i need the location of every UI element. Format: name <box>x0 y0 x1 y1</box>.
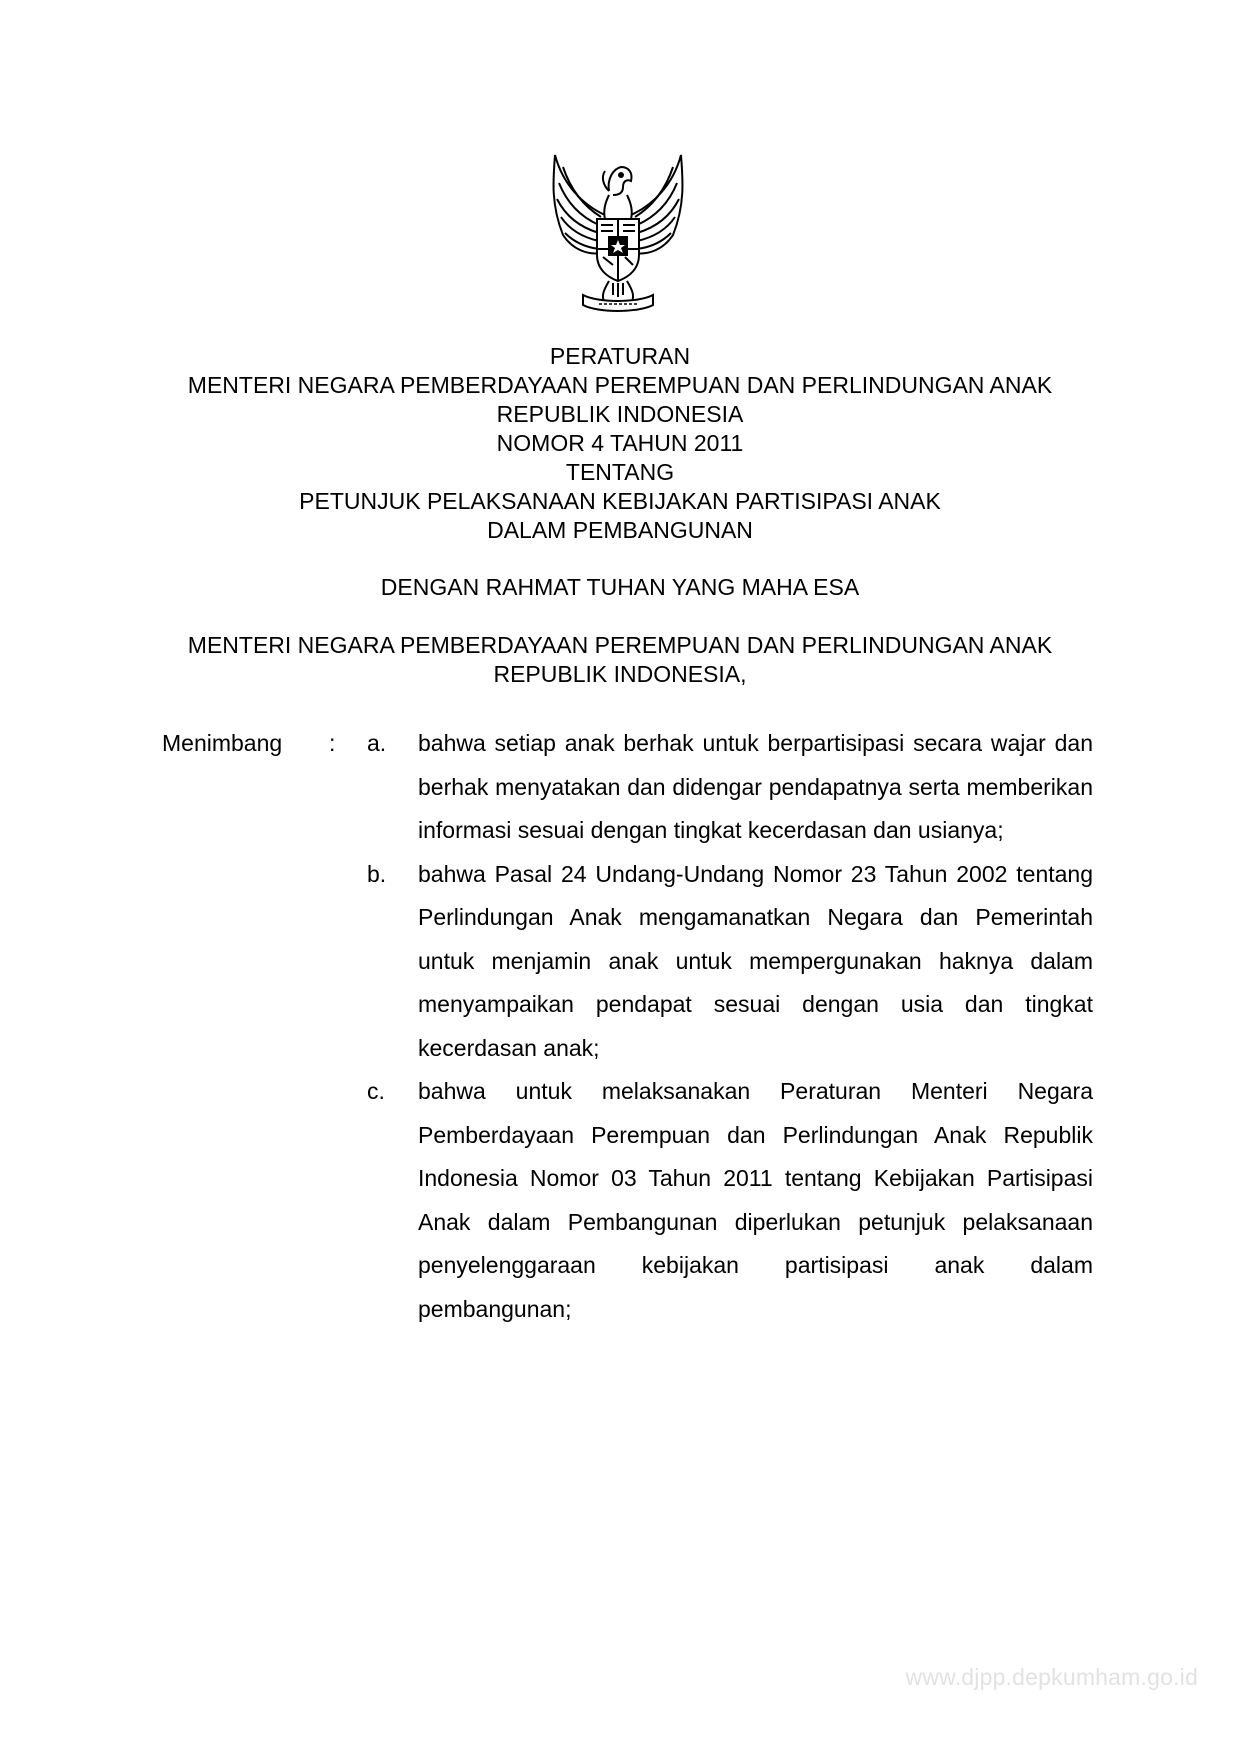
issuer-block <box>100 631 1140 689</box>
item-text: bahwa Pasal 24 Undang-Undang Nomor 23 Tahun 2002 tentang Perlindungan Anak mengamanatkan Negara dan Pemerintah untuk menjamin anak untuk mempergunakan haknya dalam menyampaikan pendapat sesuai dengan usia dan tingkat kecerdasan anak; <box>418 860 1093 1061</box>
considering-colon: : <box>329 730 336 756</box>
title-line: TENTANG <box>565 459 675 485</box>
invocation-text: DENGAN RAHMAT TUHAN YANG MAHA ESA <box>380 574 860 600</box>
list-item <box>0 1070 1240 1331</box>
title-line: NOMOR 4 TAHUN 2011 <box>496 430 744 456</box>
list-item <box>0 722 1240 853</box>
item-text: bahwa untuk melaksanakan Peraturan Menteri Negara Pemberdayaan Perempuan dan Perlindungan Anak Republik Indonesia Nomor 03 Tahun 2011 tentang Kebijakan Partisipasi Anak dalam Pembangunan diperlukan petunjuk pelaksanaan penyelenggaraan kebijakan partisipasi anak dalam pembangunan; <box>418 1078 1093 1322</box>
invocation-line <box>100 573 1140 602</box>
item-letter: b. <box>367 860 387 887</box>
title-line: DALAM PEMBANGUNAN <box>487 517 753 543</box>
list-item <box>0 853 1240 1071</box>
garuda-emblem-icon <box>543 145 693 315</box>
watermark-text: www.djpp.depkumham.go.id <box>905 1664 1198 1690</box>
item-text: bahwa setiap anak berhak untuk berpartisipasi secara wajar dan berhak menyatakan dan didengar pendapatnya serta memberikan informasi sesuai dengan tingkat kecerdasan dan usianya; <box>418 730 1093 843</box>
title-line: PETUNJUK PELAKSANAAN KEBIJAKAN PARTISIPASI ANAK <box>299 488 941 514</box>
considering-label: Menimbang <box>162 730 283 756</box>
item-letter: c. <box>367 1078 385 1104</box>
issuer-line: MENTERI NEGARA PEMBERDAYAAN PEREMPUAN DAN PERLINDUNGAN ANAK <box>187 632 1053 658</box>
considering-list <box>0 722 1240 1331</box>
title-line: MENTERI NEGARA PEMBERDAYAAN PEREMPUAN DAN PERLINDUNGAN ANAK <box>187 372 1053 398</box>
item-letter: a. <box>367 730 387 756</box>
regulation-title-block <box>100 342 1140 545</box>
title-line: REPUBLIK INDONESIA <box>496 401 744 427</box>
issuer-line: REPUBLIK INDONESIA, <box>493 661 747 687</box>
title-line: PERATURAN <box>549 343 691 369</box>
